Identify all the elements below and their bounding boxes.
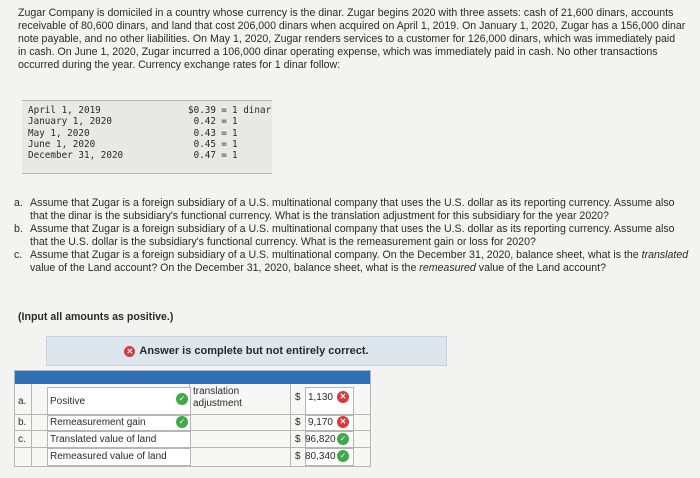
row-b-select-check-icon: ✓	[176, 416, 188, 428]
rate-equals: =	[221, 105, 227, 116]
rate-value: 0.47	[193, 150, 216, 162]
row-d-select-value[interactable]: Remeasured value of land	[50, 451, 167, 462]
row-b-currency: $	[295, 417, 301, 428]
question-a: a. Assume that Zugar is a foreign subsidiary of a U.S. multinational company that uses the U.S. dollar as its reporting currency. Assume also that the dinar is the subsidiary's functional currency. What is the translation adjustment for this subsidiary for the year 2020?	[14, 197, 675, 222]
rate-row	[22, 105, 272, 116]
rate-row	[22, 150, 272, 161]
row-c-amount[interactable]: 96,820	[305, 434, 336, 445]
rate-value: $0.39	[188, 105, 216, 116]
problem-text: Zugar Company is domiciled in a country whose currency is the dinar. Zugar begins 2020 with three assets: cash of 21,600 dinars, accounts receivable of 80,600 dinars, and land that cost 206,000 dinars when acquired on April 1, 2019. On January 1, 2020, Zugar has a 156,000 dinar note payable, and no other liabilities. On May 1, 2020, Zugar renders services to a customer for 126,000 dinars, which was immediately paid in cash. On June 1, 2020, Zugar incurred a 106,000 dinar operating expense, which was immediately paid in cash. No other transactions occurred during the year. Currency exchange rates for 1 dinar follow:	[18, 7, 686, 71]
rate-equals: =	[221, 116, 227, 128]
row-b-amount[interactable]: 9,170	[307, 417, 333, 428]
rate-value: 0.42	[193, 116, 216, 128]
row-c-currency: $	[295, 434, 301, 445]
row-d-currency: $	[295, 451, 301, 462]
questions	[14, 197, 692, 275]
rate-value: 0.43	[193, 127, 216, 139]
input-note: (Input all amounts as positive.)	[18, 311, 174, 323]
rate-date: June 1, 2020	[28, 138, 96, 150]
row-b-amount-error-icon: ✕	[337, 416, 349, 428]
rate-date: April 1, 2019	[28, 105, 101, 116]
rate-date: December 31, 2020	[28, 150, 124, 162]
row-a-currency: $	[295, 392, 301, 403]
rate-equals: =	[221, 138, 227, 150]
problem-statement	[18, 7, 686, 72]
row-d-amount-check-icon: ✓	[337, 450, 349, 462]
row-a-amount[interactable]: 1,130	[307, 392, 333, 403]
rate-unit: 1 dinar	[232, 105, 272, 116]
row-a-letter: a.	[18, 396, 27, 407]
rate-row	[22, 128, 272, 139]
rate-unit: 1	[232, 116, 238, 128]
exchange-rate-table	[22, 100, 272, 174]
question-b: b. Assume that Zugar is a foreign subsidiary of a U.S. multinational company that uses the U.S. dollar as its reporting currency. Assume also that the U.S. dollar is the subsidiary's functional currency. What is the remeasurement gain or loss for 2020?	[14, 223, 675, 248]
question-c: c. Assume that Zugar is a foreign subsidiary of a U.S. multinational company. On the December 31, 2020, balance sheet, what is the translated value of the Land account? On the December 31, 2020, balance sheet, what is the remeasured value of the Land account?	[14, 249, 689, 274]
rate-date: January 1, 2020	[28, 116, 112, 128]
rate-equals: =	[221, 127, 227, 139]
row-a-select-value[interactable]: Positive	[50, 396, 86, 407]
rate-unit: 1	[232, 127, 238, 139]
rate-row	[22, 139, 272, 150]
rate-equals: =	[221, 150, 227, 162]
rate-row	[22, 116, 272, 127]
row-a-label: translation adjustment	[193, 386, 242, 409]
rate-value: 0.45	[193, 138, 216, 150]
answer-status-text: Answer is complete but not entirely correct.	[139, 344, 369, 357]
answer-table	[14, 370, 371, 467]
rate-unit: 1	[232, 138, 238, 150]
answer-table-header	[15, 371, 370, 384]
rate-unit: 1	[232, 150, 238, 162]
rate-date: May 1, 2020	[28, 127, 90, 139]
row-a-amount-error-icon: ✕	[337, 391, 349, 403]
row-c-amount-check-icon: ✓	[337, 433, 349, 445]
row-c-letter: c.	[18, 434, 26, 445]
row-a-select-check-icon: ✓	[176, 393, 188, 405]
error-icon: ✕	[124, 346, 135, 357]
row-b-select-value[interactable]: Remeasurement gain	[50, 417, 146, 428]
row-c-select-value[interactable]: Translated value of land	[50, 434, 157, 445]
row-d-amount[interactable]: 80,340	[305, 451, 336, 462]
answer-status-banner	[46, 336, 447, 366]
row-b-letter: b.	[18, 417, 27, 428]
